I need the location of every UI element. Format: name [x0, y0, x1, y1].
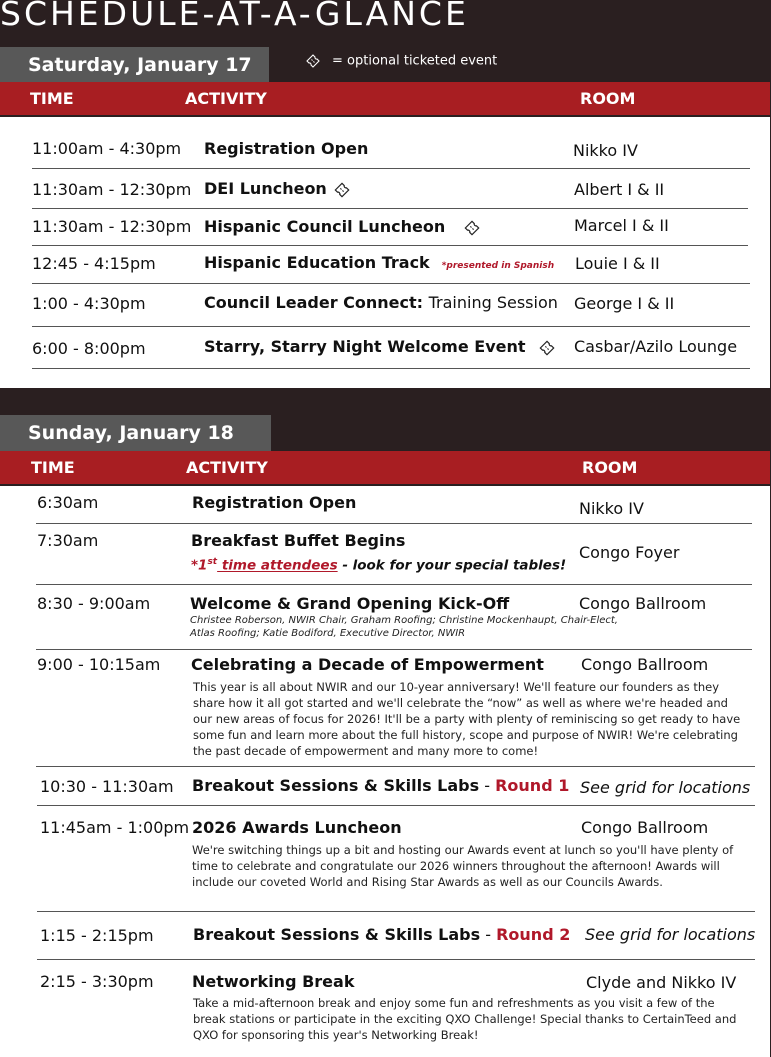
table-row-activity: DEI Luncheon	[204, 179, 352, 200]
table-row-activity: Breakout Sessions & Skills Labs - Round 2	[193, 925, 571, 944]
table-row-room: Louie I & II	[575, 254, 660, 273]
table-row-activity: Hispanic Council Luncheon	[204, 217, 482, 238]
legend	[304, 52, 497, 70]
table-row-time: 9:00 - 10:15am	[37, 655, 161, 674]
col-time: TIME	[30, 89, 74, 108]
col-time: TIME	[31, 458, 75, 477]
sunday-date-tab: Sunday, January 18	[0, 415, 271, 451]
ticket-icon	[332, 180, 352, 200]
table-row-time: 11:30am - 12:30pm	[32, 217, 192, 236]
table-row-room: George I & II	[574, 294, 675, 313]
table-row-activity: Welcome & Grand Opening Kick-Off	[190, 594, 510, 613]
col-activity: ACTIVITY	[185, 89, 267, 108]
table-row-time: 1:15 - 2:15pm	[40, 926, 154, 945]
session-description: This year is all about NWIR and our 10-year anniversary! We'll feature our founders as they share how it all got started and we'll celebrate the “now” as well as where we're headed and our new areas of focus for 2026! It'll be a party with plenty of reminiscing so get ready to have some fun and learn more about the full history, scope and purpose of NWIR! We're celebrating the past decade of empowerment and many more to come!	[193, 680, 741, 758]
saturday-date-tab: Saturday, January 17	[0, 47, 269, 83]
saturday-column-header	[0, 82, 771, 115]
table-row-time: 11:00am - 4:30pm	[32, 139, 182, 158]
table-row-activity: Breakfast Buffet Begins	[191, 531, 406, 550]
table-row-time: 6:00 - 8:00pm	[32, 339, 146, 358]
col-activity: ACTIVITY	[186, 458, 268, 477]
table-row-time: 1:00 - 4:30pm	[32, 294, 146, 313]
table-row-activity: Hispanic Education Track *presented in Spanish	[204, 253, 555, 272]
ticket-icon	[304, 52, 322, 70]
table-row-room: Congo Ballroom	[581, 655, 709, 674]
ticket-icon	[537, 338, 557, 358]
table-row-activity: Networking Break	[192, 972, 355, 991]
table-row-time: 8:30 - 9:00am	[37, 594, 151, 613]
table-row-room: See grid for locations	[585, 925, 756, 944]
table-row-room: Clyde and Nikko IV	[586, 973, 737, 992]
table-row-room: Casbar/Azilo Lounge	[574, 337, 738, 356]
table-row-activity: 2026 Awards Luncheon	[192, 818, 402, 837]
table-row-room: See grid for locations	[580, 778, 751, 797]
sunday-column-header	[0, 451, 771, 484]
session-description: We're switching things up a bit and hosting our Awards event at lunch so you'll have plenty of time to celebrate and congratulate our 2026 winners throughout the afternoon! Awards will include our coveted World and Rising Star Awards as well as our Councils Awards.	[192, 843, 734, 889]
page-title: SCHEDULE-AT-A-GLANCE	[0, 0, 469, 33]
table-row-activity: Celebrating a Decade of Empowerment	[191, 655, 544, 674]
table-row-activity: Breakout Sessions & Skills Labs - Round 1	[192, 776, 570, 795]
table-row-activity: Registration Open	[192, 493, 357, 512]
table-row-time: 12:45 - 4:15pm	[32, 254, 156, 273]
table-row-time: 2:15 - 3:30pm	[40, 972, 154, 991]
speaker-list: Christee Roberson, NWIR Chair, Graham Roofing; Christine Mockenhaupt, Chair-Elect, Atlas Roofing; Katie Bodiford, Executive Director, NWIR	[190, 615, 618, 639]
table-row-room: Marcel I & II	[574, 216, 669, 235]
table-row-time: 11:45am - 1:00pm	[40, 818, 190, 837]
table-row-room: Congo Ballroom	[581, 818, 709, 837]
col-room: ROOM	[580, 89, 636, 108]
spanish-note: *presented in Spanish	[441, 261, 555, 271]
table-row-room: Congo Ballroom	[579, 594, 707, 613]
col-room: ROOM	[582, 458, 638, 477]
table-row-time: 7:30am	[37, 531, 99, 550]
table-row-room: Nikko IV	[573, 141, 638, 160]
ticket-icon	[462, 218, 482, 238]
table-row-time: 10:30 - 11:30am	[40, 777, 174, 796]
table-row-activity: Starry, Starry Night Welcome Event	[204, 337, 557, 358]
first-time-note: *1st time attendees - look for your special tables!	[191, 557, 567, 574]
session-description: Take a mid-afternoon break and enjoy some fun and refreshments as you visit a few of the break stations or participate in the exciting QXO Challenge! Special thanks to CertainTeed and QXO for sponsoring this year's Networking Break!	[193, 996, 737, 1042]
table-row-time: 6:30am	[37, 493, 99, 512]
table-row-time: 11:30am - 12:30pm	[32, 180, 192, 199]
table-row-room: Nikko IV	[579, 499, 644, 518]
table-row-activity: Registration Open	[204, 139, 369, 158]
table-row-activity: Council Leader Connect: Training Session	[204, 293, 558, 312]
table-row-room: Albert I & II	[574, 180, 665, 199]
legend-text: = optional ticketed event	[332, 53, 498, 69]
table-row-room: Congo Foyer	[579, 543, 680, 562]
